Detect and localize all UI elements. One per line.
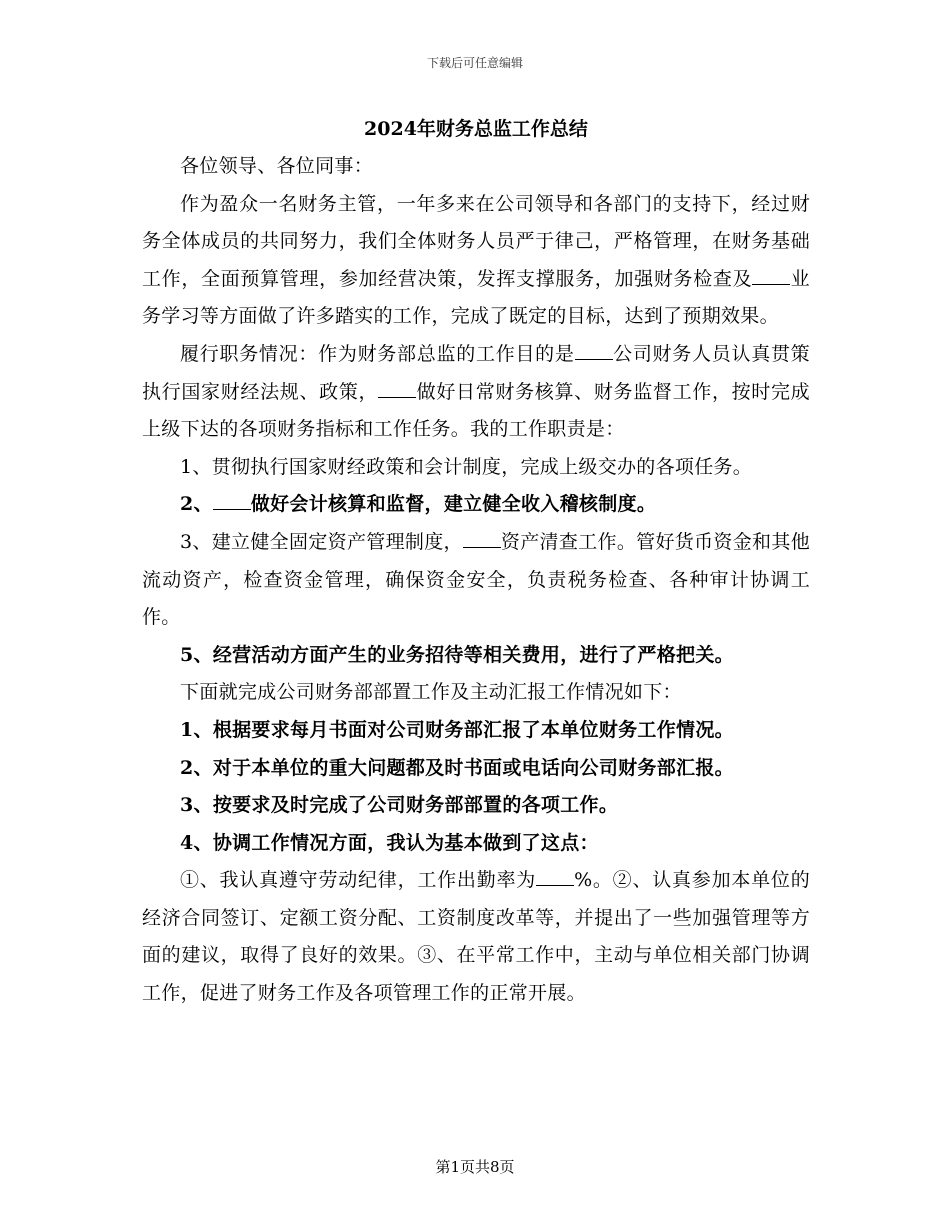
text-segment: 履行职务情况：作为财务部总监的工作目的是 xyxy=(180,342,575,365)
text-segment: 公司财务人员认真贯策执行国家财经法规、政策， xyxy=(142,342,810,403)
report-item-4: 4、协调工作情况方面，我认为基本做到了这点： xyxy=(180,831,599,854)
text-segment: 资产清查工作。管好货币资金和其他流动资产，检查资金管理，确保资金安全，负责税务检查、各种审计协调工作。 xyxy=(142,530,810,629)
report-item-1: 1、根据要求每月书面对公司财务部汇报了本单位财务工作情况。 xyxy=(180,718,734,741)
duty-item-5: 5、经营活动方面产生的业务招待等相关费用，进行了严格把关。 xyxy=(180,643,734,666)
paragraph-coordination xyxy=(142,862,810,1012)
blank-line xyxy=(463,527,501,548)
duty-item-3 xyxy=(142,524,810,637)
report-item-2: 2、对于本单位的重大问题都及时书面或电话向公司财务部汇报。 xyxy=(180,756,734,779)
text-segment: 3、建立健全固定资产管理制度， xyxy=(180,530,463,553)
document-body xyxy=(142,110,810,1013)
blank-line xyxy=(536,865,574,886)
document-title: 2024年财务总监工作总结 xyxy=(364,118,588,140)
text-segment: 作为盈众一名财务主管，一年多来在公司领导和各部门的支持下，经过财务全体成员的共同努力，我们全体财务人员严于律己，严格管理，在财务基础工作，全面预算管理，参加经营决策，发挥支撑服务，加强财务检查及 xyxy=(142,192,810,290)
paragraph-duties xyxy=(142,336,810,449)
page-header: 下载后可任意编辑 xyxy=(426,56,523,70)
text-segment: ①、我认真遵守劳动纪律，工作出勤率为 xyxy=(180,869,537,892)
blank-line xyxy=(752,264,790,285)
text-segment: 做好日常财务核算、财务监督工作，按时完成上级下达的各项财务指标和工作任务。我的工作职责是： xyxy=(142,380,810,441)
page-footer: 第1页共8页 xyxy=(435,1158,515,1176)
blank-line xyxy=(575,339,613,360)
text-segment: 业务学习等方面做了许多踏实的工作，完成了既定的目标，达到了预期效果。 xyxy=(142,267,810,328)
text-segment: 2、 xyxy=(180,493,213,516)
blank-line xyxy=(213,489,251,510)
blank-line xyxy=(378,377,416,398)
text-segment: 做好会计核算和监督，建立健全收入稽核制度。 xyxy=(250,493,657,516)
duty-item-2 xyxy=(142,486,810,524)
report-item-3: 3、按要求及时完成了公司财务部部置的各项工作。 xyxy=(180,794,619,817)
report-intro: 下面就完成公司财务部部置工作及主动汇报工作情况如下： xyxy=(180,681,682,704)
greeting: 各位领导、各位同事： xyxy=(180,155,374,177)
paragraph-intro xyxy=(142,186,810,336)
text-segment: %。②、认真参加本单位的经济合同签订、定额工资分配、工资制度改革等，并提出了一些加强管理等方面的建议，取得了良好的效果。③、在平常工作中，主动与单位相关部门协调工作，促进了财务工作及各项管理工作的正常开展。 xyxy=(142,869,811,1005)
duty-item-1: 1、贯彻执行国家财经政策和会计制度，完成上级交办的各项任务。 xyxy=(180,455,753,478)
